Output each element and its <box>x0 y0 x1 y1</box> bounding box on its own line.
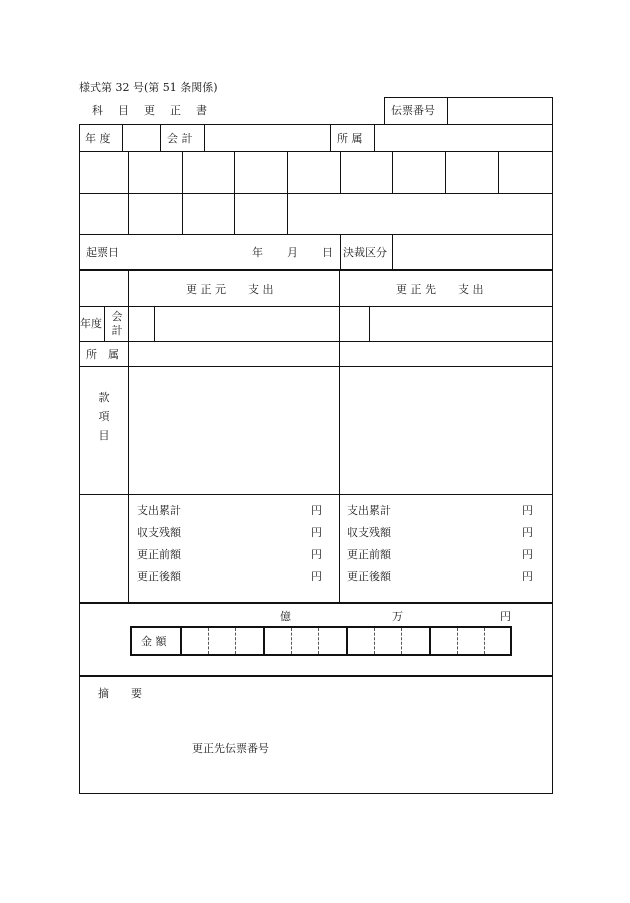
draft-date-label: 起票日 <box>86 246 119 259</box>
src-summary-label: 更正前額 <box>137 548 181 561</box>
dest-year-field[interactable] <box>340 307 369 340</box>
unit-man: 万 <box>392 610 403 623</box>
dst-summary-label: 更正前額 <box>347 548 391 561</box>
dst-summary-unit: 円 <box>522 526 533 539</box>
sub-account-label: 会計 <box>111 310 123 337</box>
dst-summary-unit: 円 <box>522 570 533 583</box>
amount-box[interactable] <box>130 626 512 656</box>
dept-field[interactable] <box>375 125 552 150</box>
dest-header: 更 正 先 支 出 <box>396 283 484 296</box>
form-number: 様式第 32 号(第 51 条関係) <box>79 81 218 94</box>
src-summary-unit: 円 <box>311 526 322 539</box>
sub-year-label: 年度 <box>80 317 102 330</box>
src-summary-label: 更正後額 <box>137 570 181 583</box>
src-summary-unit: 円 <box>311 504 322 517</box>
approval-field[interactable] <box>393 235 552 269</box>
remarks-label: 摘 要 <box>98 687 142 700</box>
voucher-number-field[interactable] <box>448 98 552 123</box>
dest-dept-field[interactable] <box>340 342 552 366</box>
account-label: 会 計 <box>167 132 193 145</box>
unit-oku: 億 <box>280 610 291 623</box>
dest-account-field[interactable] <box>370 307 552 340</box>
fiscal-year-label: 年 度 <box>85 132 111 145</box>
date-month-label: 月 <box>287 246 298 259</box>
src-summary-label: 支出累計 <box>137 504 181 517</box>
dst-summary-label: 更正後額 <box>347 570 391 583</box>
src-summary-unit: 円 <box>311 548 322 561</box>
source-year-field[interactable] <box>129 307 154 340</box>
amount-label: 金 額 <box>141 635 167 648</box>
fiscal-year-field[interactable] <box>123 125 160 150</box>
source-dept-field[interactable] <box>129 342 339 366</box>
date-day-label: 日 <box>322 246 333 259</box>
dst-summary-label: 収支残額 <box>347 526 391 539</box>
src-summary-label: 収支残額 <box>137 526 181 539</box>
dept-label: 所 属 <box>337 132 363 145</box>
dst-summary-unit: 円 <box>522 504 533 517</box>
date-year-label: 年 <box>252 246 263 259</box>
dst-summary-unit: 円 <box>522 548 533 561</box>
dst-summary-label: 支出累計 <box>347 504 391 517</box>
src-summary-unit: 円 <box>311 570 322 583</box>
source-account-field[interactable] <box>155 307 339 340</box>
kanko-label: 款項目 <box>98 391 110 442</box>
dest-kanko-field[interactable] <box>340 367 552 494</box>
remarks-field[interactable] <box>80 678 552 792</box>
unit-en: 円 <box>500 610 511 623</box>
source-header: 更 正 元 支 出 <box>186 283 274 296</box>
draft-date-field[interactable] <box>129 235 339 269</box>
voucher-number-label: 伝票番号 <box>391 104 435 117</box>
source-kanko-field[interactable] <box>129 367 339 494</box>
form-title: 科 目 更 正 書 <box>92 104 209 117</box>
approval-label: 決裁区分 <box>343 246 387 259</box>
account-field[interactable] <box>205 125 330 150</box>
dept-label-2: 所 属 <box>86 348 119 361</box>
dest-voucher-label: 更正先伝票番号 <box>192 742 269 755</box>
